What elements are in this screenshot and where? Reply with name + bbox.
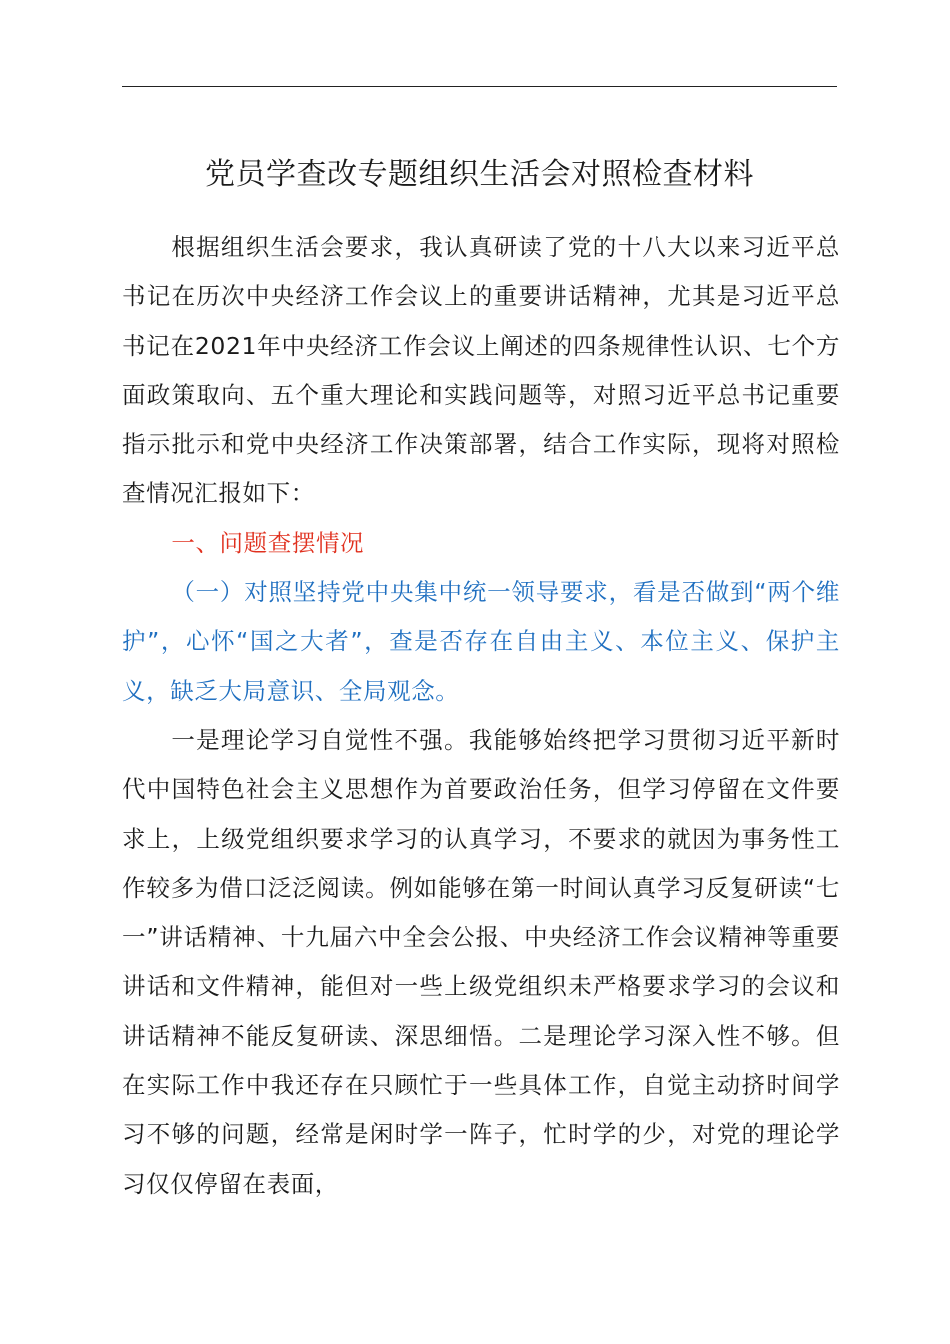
header-rule bbox=[122, 86, 837, 87]
section-heading: 一、问题查摆情况 bbox=[171, 528, 365, 557]
document-title: 党员学查改专题组织生活会对照检查材料 bbox=[205, 157, 754, 192]
subsection-heading: （一）对照坚持党中央集中统一领导要求，看是否做到“两个维护”，心怀“国之大者”，查是否存在自由主义、本位主义、保护主义，缺乏大局意识、全局观念。 bbox=[122, 578, 840, 705]
intro-paragraph: 根据组织生活会要求，我认真研读了党的十八大以来习近平总书记在历次中央经济工作会议上的重要讲话精神，尤其是习近平总书记在2021年中央经济工作会议上阐述的四条规律性认识、七个方面政策取向、五个重大理论和实践问题等，对照习近平总书记重要指示批示和党中央经济工作决策部署，结合工作实际，现将对照检查情况汇报如下： bbox=[122, 233, 840, 508]
document-body bbox=[122, 223, 840, 1209]
body-paragraph: 一是理论学习自觉性不强。我能够始终把学习贯彻习近平新时代中国特色社会主义思想作为首要政治任务，但学习停留在文件要求上，上级党组织要求学习的认真学习，不要求的就因为事务性工作较多为借口泛泛阅读。例如能够在第一时间认真学习反复研读“七一”讲话精神、十九届六中全会公报、中央经济工作会议精神等重要讲话和文件精神，能但对一些上级党组织未严格要求学习的会议和讲话精神不能反复研读、深思细悟。二是理论学习深入性不够。但在实际工作中我还存在只顾忙于一些具体工作，自觉主动挤时间学习不够的问题，经常是闲时学一阵子，忙时学的少，对党的理论学习仅仅停留在表面， bbox=[122, 725, 840, 1198]
